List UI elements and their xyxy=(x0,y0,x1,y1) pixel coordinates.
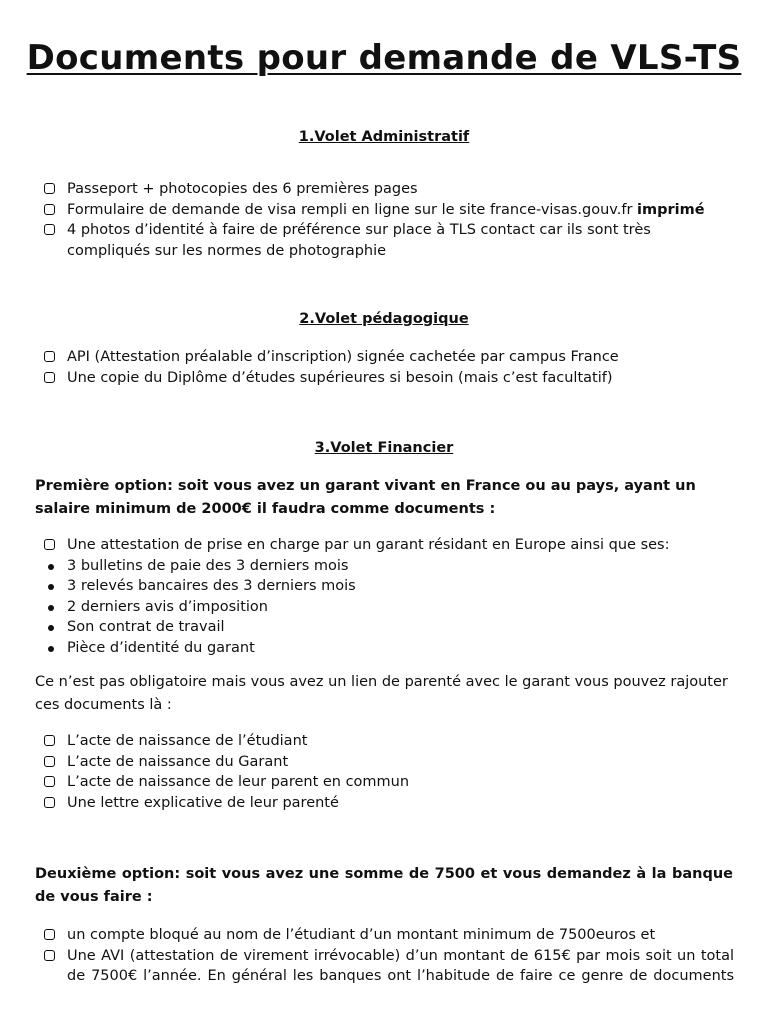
parente-note: Ce n’est pas obligatoire mais vous avez un lien de parenté avec le garant vous pouvez rajouter ces documents là : xyxy=(35,674,728,713)
bullet-item xyxy=(42,556,734,577)
list-item xyxy=(42,368,734,389)
bullet-icon xyxy=(48,646,54,652)
item-text: 4 photos d’identité à faire de préférence sur place à TLS contact car ils sont très compliqués sur les normes de photographie xyxy=(67,222,651,259)
item-text: Une AVI (attestation de virement irrévocable) d’un montant de 615€ par mois soit un total de 7500€ l’année. En général les banques ont l’habitude de faire ce genre de documents xyxy=(67,947,734,984)
item-text: L’acte de naissance de leur parent en commun xyxy=(67,774,410,790)
item-text: 3 relevés bancaires des 3 derniers mois xyxy=(67,578,356,594)
list-item xyxy=(42,220,734,261)
item-text: L’acte de naissance du Garant xyxy=(67,753,289,770)
list-item xyxy=(42,925,734,946)
bullet-item xyxy=(42,638,734,659)
bullet-icon xyxy=(48,584,54,590)
checkbox-icon[interactable] xyxy=(44,735,55,746)
bullet-icon xyxy=(48,605,54,611)
list-item xyxy=(42,731,734,752)
item-text: Son contrat de travail xyxy=(67,619,225,635)
list-item xyxy=(42,347,734,368)
checkbox-icon[interactable] xyxy=(44,929,55,940)
option1-heading: Première option: soit vous avez un garant vivant en France ou au pays, ayant un salaire minimum de 2000€ il faudra comme documents : xyxy=(35,478,696,517)
checkbox-icon[interactable] xyxy=(44,756,55,767)
list-item xyxy=(42,793,734,814)
checkbox-icon[interactable] xyxy=(44,224,55,235)
checkbox-icon[interactable] xyxy=(44,372,55,383)
item-text: 2 derniers avis d’imposition xyxy=(67,598,268,615)
item-text: L’acte de naissance de l’étudiant xyxy=(67,733,308,749)
section-title-administratif: 1.Volet Administratif xyxy=(298,129,470,145)
option1-checklist xyxy=(42,535,734,658)
item-text: Passeport + photocopies des 6 premières pages xyxy=(67,181,418,197)
pedago-checklist xyxy=(42,347,734,388)
checkbox-icon[interactable] xyxy=(44,950,55,961)
bullet-icon xyxy=(48,625,54,631)
checkbox-icon[interactable] xyxy=(44,351,55,362)
list-item xyxy=(42,535,734,556)
parente-checklist xyxy=(42,731,734,813)
item-text: Une lettre explicative de leur parenté xyxy=(67,794,339,811)
section-title-financier: 3.Volet Financier xyxy=(314,440,454,456)
checkbox-icon[interactable] xyxy=(44,797,55,808)
item-text: Une attestation de prise en charge par un garant résidant en Europe ainsi que ses: xyxy=(67,537,670,553)
item-text: un compte bloqué au nom de l’étudiant d’un montant minimum de 7500euros et xyxy=(67,927,656,943)
list-item xyxy=(42,200,734,221)
section-title-pedagogique: 2.Volet pédagogique xyxy=(299,311,469,327)
admin-checklist xyxy=(42,179,734,261)
item-text: Formulaire de demande de visa rempli en ligne sur le site france-visas.gouv.fr xyxy=(67,201,633,218)
document-title: Documents pour demande de VLS-TS xyxy=(26,38,742,78)
item-text: Une copie du Diplôme d’études supérieures si besoin (mais c’est facultatif) xyxy=(67,369,613,386)
option2-heading: Deuxième option: soit vous avez une somme de 7500 et vous demandez à la banque de vous faire : xyxy=(35,866,733,905)
checkbox-icon[interactable] xyxy=(44,204,55,215)
bullet-item xyxy=(42,617,734,638)
checkbox-icon[interactable] xyxy=(44,539,55,550)
bullet-icon xyxy=(48,564,54,570)
bullet-item xyxy=(42,576,734,597)
checkbox-icon[interactable] xyxy=(44,776,55,787)
item-bold-text: imprimé xyxy=(637,201,705,218)
bullet-item xyxy=(42,597,734,618)
list-item xyxy=(42,179,734,200)
list-item xyxy=(42,772,734,793)
checkbox-icon[interactable] xyxy=(44,183,55,194)
option2-checklist xyxy=(42,925,734,987)
list-item xyxy=(42,752,734,773)
list-item xyxy=(42,946,734,987)
item-text: 3 bulletins de paie des 3 derniers mois xyxy=(67,557,349,574)
item-text: API (Attestation préalable d’inscription) signée cachetée par campus France xyxy=(67,349,619,365)
item-text: Pièce d’identité du garant xyxy=(67,639,255,656)
